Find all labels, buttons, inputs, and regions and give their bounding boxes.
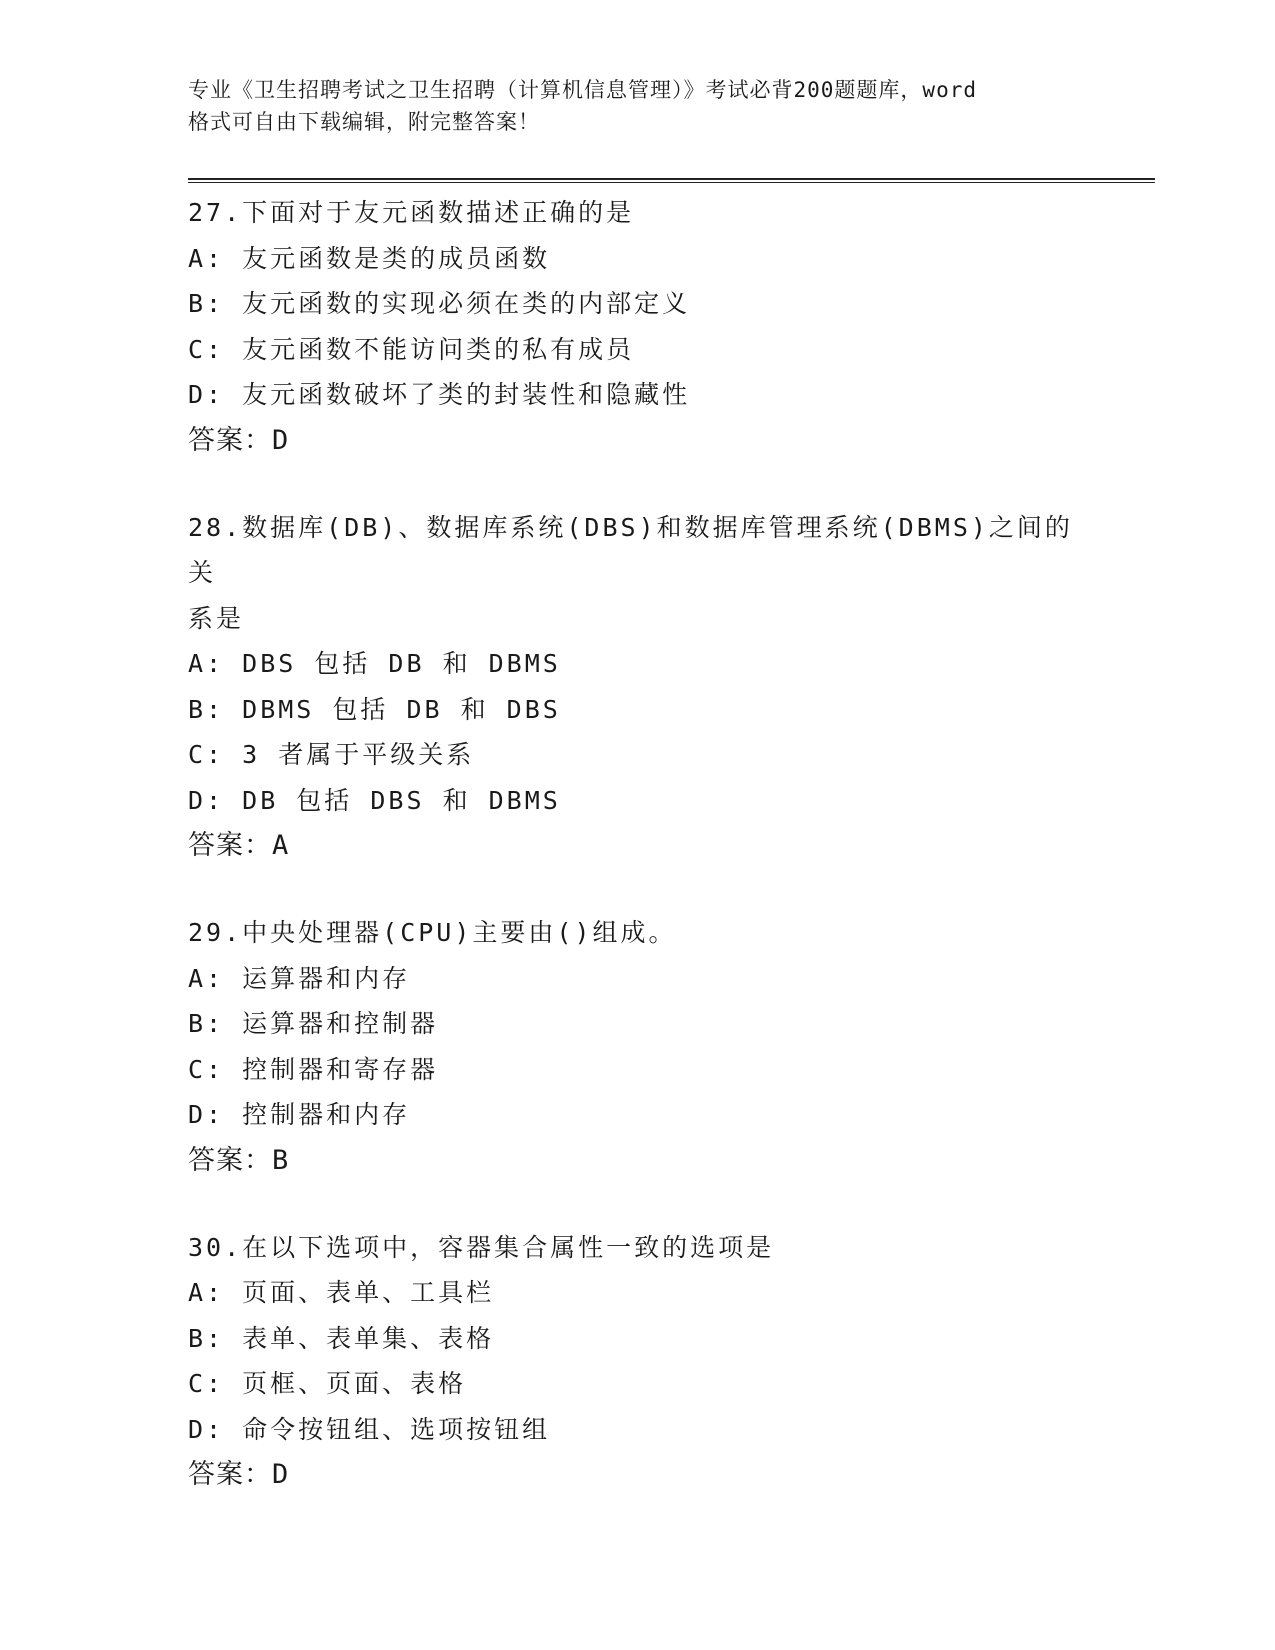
question-30 (188, 1225, 1088, 1499)
option-c: C: 3 者属于平级关系 (188, 740, 475, 769)
option-b: B: DBMS 包括 DB 和 DBS (188, 694, 561, 724)
header-line-1: 专业《卫生招聘考试之卫生招聘（计算机信息管理）》考试必背200题题库，word (188, 78, 977, 102)
option-c: C: 控制器和寄存器 (188, 1054, 439, 1084)
option-a: A: DBS 包括 DB 和 DBMS (188, 649, 561, 678)
option-b: B: 表单、表单集、表格 (188, 1323, 495, 1353)
header-line-2: 格式可自由下载编辑，附完整答案！ (188, 110, 540, 134)
question-27 (188, 190, 1088, 464)
option-d: D: DB 包括 DBS 和 DBMS (188, 785, 561, 815)
option-b: B: 友元函数的实现必须在类的内部定义 (188, 289, 691, 318)
question-stem: 29.中央处理器(CPU)主要由()组成。 (188, 918, 677, 947)
option-d: D: 友元函数破坏了类的封装性和隐藏性 (188, 380, 691, 409)
answer: 答案：D (188, 424, 290, 456)
header-divider (188, 178, 1155, 183)
question-stem: 30.在以下选项中，容器集合属性一致的选项是 (188, 1232, 775, 1262)
option-c: C: 友元函数不能访问类的私有成员 (188, 334, 635, 364)
question-stem-continued: 系是 (188, 603, 245, 633)
option-a: A: 友元函数是类的成员函数 (188, 243, 551, 273)
question-stem: 27.下面对于友元函数描述正确的是 (188, 198, 635, 227)
question-28 (188, 505, 1088, 870)
question-29 (188, 910, 1088, 1184)
option-a: A: 运算器和内存 (188, 963, 411, 993)
option-c: C: 页框、页面、表格 (188, 1369, 467, 1398)
question-stem: 28.数据库(DB)、数据库系统(DBS)和数据库管理系统(DBMS)之间的关 (188, 512, 1073, 587)
question-list (188, 190, 1088, 1539)
document-header (188, 74, 1088, 138)
option-a: A: 页面、表单、工具栏 (188, 1278, 495, 1307)
option-b: B: 运算器和控制器 (188, 1009, 439, 1038)
answer: 答案：B (188, 1144, 290, 1176)
option-d: D: 控制器和内存 (188, 1100, 411, 1129)
answer: 答案：A (188, 830, 290, 861)
option-d: D: 命令按钮组、选项按钮组 (188, 1414, 551, 1444)
answer: 答案：D (188, 1459, 290, 1490)
